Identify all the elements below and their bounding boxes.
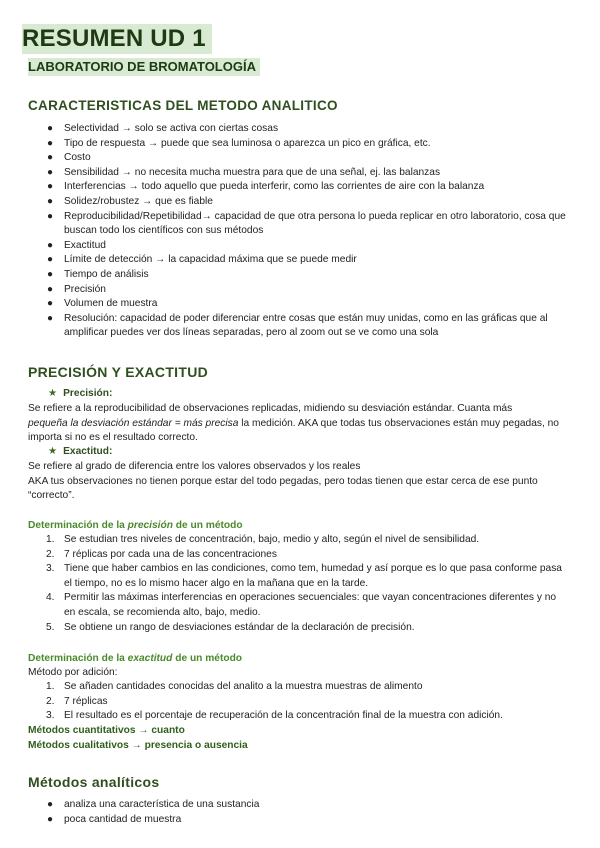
list-item: ● Interferencias → todo aquello que pueda interferir, como las corrientes de aire con la balanza — [46, 180, 566, 195]
list-item: ● Límite de detección → la capacidad máxima que se puede medir — [46, 253, 566, 268]
bullet-icon: ● — [47, 298, 54, 310]
page-subtitle: LABORATORIO DE BROMATOLOGÍA — [28, 59, 256, 74]
list-item: ● Resolución: capacidad de poder diferenciar entre cosas que están muy unidas, como en las gráficas que al amplificar puedes ver dos líneas separadas, pero al zoom out se ve como una sola — [47, 312, 548, 339]
list-item: ● Selectividad → solo se activa con ciertas cosas — [46, 122, 566, 137]
list-item: ● Tipo de respuesta → puede que sea luminosa o aparezca un pico en gráfica, etc. — [46, 137, 566, 152]
bullet-icon: ● — [47, 239, 54, 251]
bullet-icon: ● — [47, 813, 54, 825]
metodos-cualitativos: Métodos cualitativos → presencia o ausencia — [28, 740, 248, 751]
exactitud-subheading: ★ Exactitud: — [48, 446, 113, 457]
bullet-icon: ● — [47, 195, 54, 207]
list-item: ● Costo — [46, 151, 566, 166]
precision-method-heading: Determinación de la precisión de un método — [28, 520, 243, 531]
list-item: 3. El resultado es el porcentaje de recuperación de la concentración final de la muestra con adición. — [46, 710, 503, 722]
section-heading-precision-exactitud: PRECISIÓN Y EXACTITUD — [28, 364, 209, 380]
caracteristicas-list — [46, 122, 566, 341]
list-item: ● poca cantidad de muestra — [46, 813, 566, 828]
exactitud-paragraph: Se refiere al grado de diferencia entre los valores observados y los reales AKA tus observaciones no tienen porque estar del todo pegadas, pero todas tienen que estar cerca de ese punto “correcto”. — [28, 461, 538, 502]
bullet-icon: ● — [47, 152, 54, 164]
bullet-icon: ● — [47, 799, 54, 810]
bullet-icon: ● — [47, 166, 54, 178]
list-item: ● Sensibilidad → no necesita mucha muestra para que de una señal, ej. las balanzas — [46, 166, 566, 181]
list-item: 4. Permitir las máximas interferencias en operaciones secuenciales: que vayan concentraciones diferentes y no en escala, se recomienda alto, bajo, medio. — [46, 592, 557, 618]
list-item: 3. Tiene que haber cambios en las condiciones, como tem, humedad y así porque es lo que pasa conforme pasa el tiempo, no es lo mismo hacer algo en la mañana que en la tarde. — [46, 563, 562, 589]
subtitle-highlight — [28, 58, 260, 76]
bullet-icon: ● — [47, 283, 54, 295]
exactitud-method-heading: Determinación de la exactitud de un método — [28, 653, 243, 664]
bullet-icon: ● — [47, 137, 54, 149]
precision-paragraph: Se refiere a la reproducibilidad de observaciones replicadas, midiendo su desviación estándar. Cuanta más pequeña la desviación estándar = más precisa la medición. AKA que todas tus observaciones están muy pegadas, no importa si no es el resultado correcto. — [28, 403, 559, 444]
metodo-adicion-label: Método por adición: — [28, 667, 118, 678]
list-item: ● analiza una característica de una sustancia — [46, 798, 566, 813]
precision-emphasis: pequeña la desviación estándar = más precisa — [28, 417, 239, 429]
list-item: ● Precisión — [46, 283, 566, 298]
list-item: ● Reproducibilidad/Repetibilidad→ capacidad de que otra persona lo pueda replicar en otro laboratorio, cosa que buscan todo los científicos con sus métodos — [47, 210, 566, 237]
precision-steps-list — [46, 533, 566, 635]
exactitud-steps-list — [46, 680, 566, 724]
star-icon: ★ — [48, 446, 58, 457]
list-item: 1. Se estudian tres niveles de concentración, bajo, medio y alto, según el nivel de sensibilidad. — [46, 534, 480, 545]
star-icon: ★ — [48, 388, 58, 399]
list-item: 1. Se añaden cantidades conocidas del analito a la muestra muestras de alimento — [46, 681, 423, 692]
bullet-icon: ● — [47, 268, 54, 280]
section-heading-caracteristicas: CARACTERISTICAS DEL METODO ANALITICO — [28, 98, 338, 113]
bullet-icon: ● — [47, 210, 54, 222]
list-item: ● Solidez/robustez → que es fiable — [46, 195, 566, 210]
bullet-icon: ● — [47, 312, 54, 324]
bullet-icon: ● — [47, 254, 54, 266]
bullet-icon: ● — [47, 181, 54, 193]
title-highlight — [22, 24, 212, 54]
list-item: ● Exactitud — [46, 239, 566, 254]
list-item: 5. Se obtiene un rango de desviaciones estándar de la declaración de precisión. — [46, 621, 415, 633]
section-heading-metodos-analiticos: Métodos analíticos — [28, 774, 160, 790]
list-item: ● Tiempo de análisis — [46, 268, 566, 283]
list-item: 2. 7 réplicas por cada una de las concentraciones — [46, 548, 277, 560]
list-item: ● Volumen de muestra — [46, 297, 566, 312]
page-title: RESUMEN UD 1 — [22, 25, 206, 52]
metodos-analiticos-list — [46, 798, 566, 827]
bullet-icon: ● — [47, 123, 54, 134]
metodos-cuantitativos: Métodos cuantitativos → cuanto — [28, 725, 185, 736]
precision-subheading: ★ Precisión: — [48, 388, 113, 399]
list-item: 2. 7 réplicas — [46, 695, 108, 707]
